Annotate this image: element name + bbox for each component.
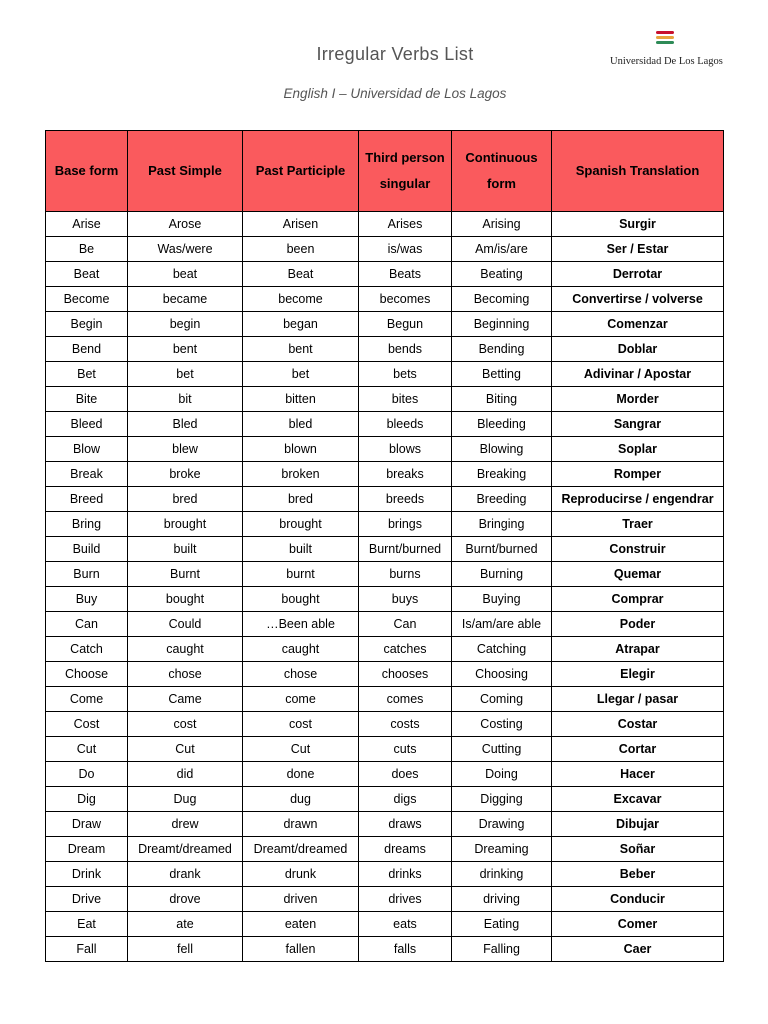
cell-base-form: Bleed xyxy=(46,412,128,437)
cell-past-simple: bit xyxy=(128,387,243,412)
cell-past-participle: built xyxy=(243,537,359,562)
cell-past-simple: Burnt xyxy=(128,562,243,587)
table-row xyxy=(46,912,724,937)
cell-continuous-form: Dreaming xyxy=(452,837,552,862)
cell-base-form: Come xyxy=(46,687,128,712)
cell-continuous-form: Bleeding xyxy=(452,412,552,437)
cell-spanish-translation: Llegar / pasar xyxy=(552,687,724,712)
cell-third-person: brings xyxy=(359,512,452,537)
cell-past-participle: bled xyxy=(243,412,359,437)
cell-third-person: Can xyxy=(359,612,452,637)
cell-base-form: Dream xyxy=(46,837,128,862)
cell-continuous-form: Choosing xyxy=(452,662,552,687)
cell-past-participle: drawn xyxy=(243,812,359,837)
cell-spanish-translation: Excavar xyxy=(552,787,724,812)
cell-base-form: Beat xyxy=(46,262,128,287)
cell-third-person: bites xyxy=(359,387,452,412)
cell-base-form: Cost xyxy=(46,712,128,737)
cell-past-participle: drunk xyxy=(243,862,359,887)
table-row xyxy=(46,562,724,587)
cell-third-person: bets xyxy=(359,362,452,387)
logo-text: Universidad De Los Lagos xyxy=(610,56,723,67)
cell-continuous-form: Beating xyxy=(452,262,552,287)
cell-past-simple: cost xyxy=(128,712,243,737)
cell-third-person: becomes xyxy=(359,287,452,312)
cell-past-participle: bred xyxy=(243,487,359,512)
cell-spanish-translation: Cortar xyxy=(552,737,724,762)
cell-continuous-form: Digging xyxy=(452,787,552,812)
cell-past-simple: drew xyxy=(128,812,243,837)
cell-base-form: Become xyxy=(46,287,128,312)
cell-past-simple: Arose xyxy=(128,212,243,237)
table-row xyxy=(46,812,724,837)
cell-base-form: Fall xyxy=(46,937,128,962)
cell-past-simple: bought xyxy=(128,587,243,612)
header-third-person: Third person singular xyxy=(359,131,452,212)
cell-past-simple: brought xyxy=(128,512,243,537)
cell-past-simple: caught xyxy=(128,637,243,662)
cell-third-person: catches xyxy=(359,637,452,662)
cell-past-simple: drank xyxy=(128,862,243,887)
table-row xyxy=(46,762,724,787)
table-row xyxy=(46,437,724,462)
cell-past-simple: beat xyxy=(128,262,243,287)
cell-past-simple: begin xyxy=(128,312,243,337)
cell-continuous-form: Am/is/are xyxy=(452,237,552,262)
cell-third-person: does xyxy=(359,762,452,787)
cell-third-person: Burnt/burned xyxy=(359,537,452,562)
cell-spanish-translation: Derrotar xyxy=(552,262,724,287)
cell-continuous-form: Blowing xyxy=(452,437,552,462)
cell-past-simple: Dreamt/dreamed xyxy=(128,837,243,862)
cell-past-participle: bet xyxy=(243,362,359,387)
cell-past-simple: bent xyxy=(128,337,243,362)
page-subtitle: English I – Universidad de Los Lagos xyxy=(283,86,507,101)
cell-continuous-form: Eating xyxy=(452,912,552,937)
page-title: Irregular Verbs List xyxy=(316,44,474,64)
table-row xyxy=(46,862,724,887)
cell-base-form: Drink xyxy=(46,862,128,887)
table-row xyxy=(46,512,724,537)
cell-past-participle: bitten xyxy=(243,387,359,412)
cell-continuous-form: Drawing xyxy=(452,812,552,837)
cell-base-form: Arise xyxy=(46,212,128,237)
cell-spanish-translation: Surgir xyxy=(552,212,724,237)
cell-spanish-translation: Quemar xyxy=(552,562,724,587)
cell-continuous-form: Bringing xyxy=(452,512,552,537)
cell-base-form: Catch xyxy=(46,637,128,662)
cell-base-form: Blow xyxy=(46,437,128,462)
cell-past-simple: Dug xyxy=(128,787,243,812)
cell-third-person: Beats xyxy=(359,262,452,287)
cell-base-form: Can xyxy=(46,612,128,637)
cell-spanish-translation: Atrapar xyxy=(552,637,724,662)
cell-past-participle: driven xyxy=(243,887,359,912)
cell-base-form: Eat xyxy=(46,912,128,937)
cell-third-person: eats xyxy=(359,912,452,937)
cell-spanish-translation: Comprar xyxy=(552,587,724,612)
cell-continuous-form: Bending xyxy=(452,337,552,362)
cell-spanish-translation: Traer xyxy=(552,512,724,537)
cell-past-participle: come xyxy=(243,687,359,712)
cell-past-participle: bought xyxy=(243,587,359,612)
cell-past-simple: ate xyxy=(128,912,243,937)
cell-base-form: Breed xyxy=(46,487,128,512)
header-spanish-translation: Spanish Translation xyxy=(552,131,724,212)
cell-past-participle: began xyxy=(243,312,359,337)
table-row xyxy=(46,687,724,712)
cell-past-participle: fallen xyxy=(243,937,359,962)
table-row xyxy=(46,412,724,437)
cell-spanish-translation: Sangrar xyxy=(552,412,724,437)
cell-continuous-form: Breaking xyxy=(452,462,552,487)
cell-spanish-translation: Beber xyxy=(552,862,724,887)
cell-continuous-form: Is/am/are able xyxy=(452,612,552,637)
table-row xyxy=(46,887,724,912)
cell-base-form: Break xyxy=(46,462,128,487)
table-row xyxy=(46,787,724,812)
cell-continuous-form: Costing xyxy=(452,712,552,737)
cell-continuous-form: Falling xyxy=(452,937,552,962)
table-row xyxy=(46,737,724,762)
cell-base-form: Bring xyxy=(46,512,128,537)
cell-third-person: breeds xyxy=(359,487,452,512)
cell-past-participle: broken xyxy=(243,462,359,487)
cell-base-form: Drive xyxy=(46,887,128,912)
table-row xyxy=(46,387,724,412)
cell-third-person: Arises xyxy=(359,212,452,237)
table-row xyxy=(46,662,724,687)
cell-past-simple: did xyxy=(128,762,243,787)
cell-base-form: Cut xyxy=(46,737,128,762)
cell-spanish-translation: Soñar xyxy=(552,837,724,862)
cell-third-person: comes xyxy=(359,687,452,712)
flag-waves-icon xyxy=(656,31,674,49)
cell-past-participle: dug xyxy=(243,787,359,812)
table-row xyxy=(46,837,724,862)
cell-past-simple: built xyxy=(128,537,243,562)
cell-past-simple: Came xyxy=(128,687,243,712)
cell-spanish-translation: Morder xyxy=(552,387,724,412)
cell-continuous-form: Breeding xyxy=(452,487,552,512)
table-row xyxy=(46,462,724,487)
table-row xyxy=(46,587,724,612)
cell-spanish-translation: Construir xyxy=(552,537,724,562)
cell-third-person: blows xyxy=(359,437,452,462)
cell-past-participle: Dreamt/dreamed xyxy=(243,837,359,862)
cell-past-simple: blew xyxy=(128,437,243,462)
cell-spanish-translation: Elegir xyxy=(552,662,724,687)
cell-spanish-translation: Poder xyxy=(552,612,724,637)
cell-continuous-form: Betting xyxy=(452,362,552,387)
cell-base-form: Bend xyxy=(46,337,128,362)
table-row xyxy=(46,287,724,312)
cell-spanish-translation: Reproducirse / engendrar xyxy=(552,487,724,512)
cell-past-participle: Arisen xyxy=(243,212,359,237)
table-row xyxy=(46,312,724,337)
cell-third-person: costs xyxy=(359,712,452,737)
cell-continuous-form: Cutting xyxy=(452,737,552,762)
cell-past-participle: become xyxy=(243,287,359,312)
cell-past-participle: cost xyxy=(243,712,359,737)
cell-past-simple: drove xyxy=(128,887,243,912)
cell-continuous-form: driving xyxy=(452,887,552,912)
cell-continuous-form: Beginning xyxy=(452,312,552,337)
table-row xyxy=(46,487,724,512)
cell-base-form: Burn xyxy=(46,562,128,587)
cell-spanish-translation: Hacer xyxy=(552,762,724,787)
cell-base-form: Bet xyxy=(46,362,128,387)
cell-continuous-form: Becoming xyxy=(452,287,552,312)
logo-stripe-red xyxy=(656,31,674,34)
cell-past-participle: done xyxy=(243,762,359,787)
header-base-form: Base form xyxy=(46,131,128,212)
cell-past-participle: Beat xyxy=(243,262,359,287)
cell-past-participle: chose xyxy=(243,662,359,687)
cell-continuous-form: Burning xyxy=(452,562,552,587)
header-continuous-form: Continuous form xyxy=(452,131,552,212)
cell-base-form: Begin xyxy=(46,312,128,337)
cell-past-participle: Cut xyxy=(243,737,359,762)
table-row xyxy=(46,237,724,262)
cell-base-form: Be xyxy=(46,237,128,262)
cell-third-person: buys xyxy=(359,587,452,612)
table-row xyxy=(46,362,724,387)
cell-past-simple: broke xyxy=(128,462,243,487)
table-row xyxy=(46,637,724,662)
cell-base-form: Buy xyxy=(46,587,128,612)
cell-spanish-translation: Conducir xyxy=(552,887,724,912)
university-logo xyxy=(610,28,723,76)
cell-third-person: bleeds xyxy=(359,412,452,437)
cell-third-person: dreams xyxy=(359,837,452,862)
cell-third-person: draws xyxy=(359,812,452,837)
cell-third-person: drives xyxy=(359,887,452,912)
table-row xyxy=(46,212,724,237)
logo-stripe-yellow xyxy=(656,36,674,39)
cell-base-form: Choose xyxy=(46,662,128,687)
cell-continuous-form: Doing xyxy=(452,762,552,787)
table-row xyxy=(46,337,724,362)
cell-past-participle: eaten xyxy=(243,912,359,937)
cell-past-simple: chose xyxy=(128,662,243,687)
cell-third-person: cuts xyxy=(359,737,452,762)
cell-spanish-translation: Ser / Estar xyxy=(552,237,724,262)
cell-spanish-translation: Romper xyxy=(552,462,724,487)
cell-third-person: falls xyxy=(359,937,452,962)
cell-base-form: Build xyxy=(46,537,128,562)
cell-base-form: Do xyxy=(46,762,128,787)
cell-base-form: Draw xyxy=(46,812,128,837)
cell-third-person: chooses xyxy=(359,662,452,687)
logo-stripe-green xyxy=(656,41,674,44)
cell-past-participle: blown xyxy=(243,437,359,462)
cell-spanish-translation: Comer xyxy=(552,912,724,937)
cell-past-simple: bet xyxy=(128,362,243,387)
cell-past-participle: been xyxy=(243,237,359,262)
cell-spanish-translation: Costar xyxy=(552,712,724,737)
cell-third-person: is/was xyxy=(359,237,452,262)
cell-spanish-translation: Doblar xyxy=(552,337,724,362)
cell-past-simple: Could xyxy=(128,612,243,637)
irregular-verbs-table xyxy=(45,130,724,962)
cell-third-person: Begun xyxy=(359,312,452,337)
cell-continuous-form: drinking xyxy=(452,862,552,887)
cell-continuous-form: Arising xyxy=(452,212,552,237)
cell-continuous-form: Biting xyxy=(452,387,552,412)
cell-past-simple: became xyxy=(128,287,243,312)
header-past-simple: Past Simple xyxy=(128,131,243,212)
cell-continuous-form: Catching xyxy=(452,637,552,662)
table-row xyxy=(46,612,724,637)
cell-third-person: breaks xyxy=(359,462,452,487)
cell-base-form: Dig xyxy=(46,787,128,812)
cell-third-person: burns xyxy=(359,562,452,587)
cell-past-participle: …Been able xyxy=(243,612,359,637)
cell-spanish-translation: Convertirse / volverse xyxy=(552,287,724,312)
cell-past-participle: bent xyxy=(243,337,359,362)
cell-spanish-translation: Caer xyxy=(552,937,724,962)
table-header-row xyxy=(46,131,724,212)
cell-past-participle: burnt xyxy=(243,562,359,587)
cell-third-person: drinks xyxy=(359,862,452,887)
cell-past-participle: caught xyxy=(243,637,359,662)
cell-spanish-translation: Comenzar xyxy=(552,312,724,337)
cell-continuous-form: Coming xyxy=(452,687,552,712)
cell-past-simple: fell xyxy=(128,937,243,962)
cell-spanish-translation: Soplar xyxy=(552,437,724,462)
cell-past-simple: bred xyxy=(128,487,243,512)
cell-third-person: digs xyxy=(359,787,452,812)
table-row xyxy=(46,937,724,962)
cell-continuous-form: Burnt/burned xyxy=(452,537,552,562)
table-row xyxy=(46,537,724,562)
table-row xyxy=(46,712,724,737)
cell-past-simple: Bled xyxy=(128,412,243,437)
header-past-participle: Past Participle xyxy=(243,131,359,212)
cell-past-simple: Was/were xyxy=(128,237,243,262)
cell-past-participle: brought xyxy=(243,512,359,537)
cell-past-simple: Cut xyxy=(128,737,243,762)
cell-spanish-translation: Dibujar xyxy=(552,812,724,837)
cell-base-form: Bite xyxy=(46,387,128,412)
cell-spanish-translation: Adivinar / Apostar xyxy=(552,362,724,387)
table-row xyxy=(46,262,724,287)
cell-continuous-form: Buying xyxy=(452,587,552,612)
cell-third-person: bends xyxy=(359,337,452,362)
